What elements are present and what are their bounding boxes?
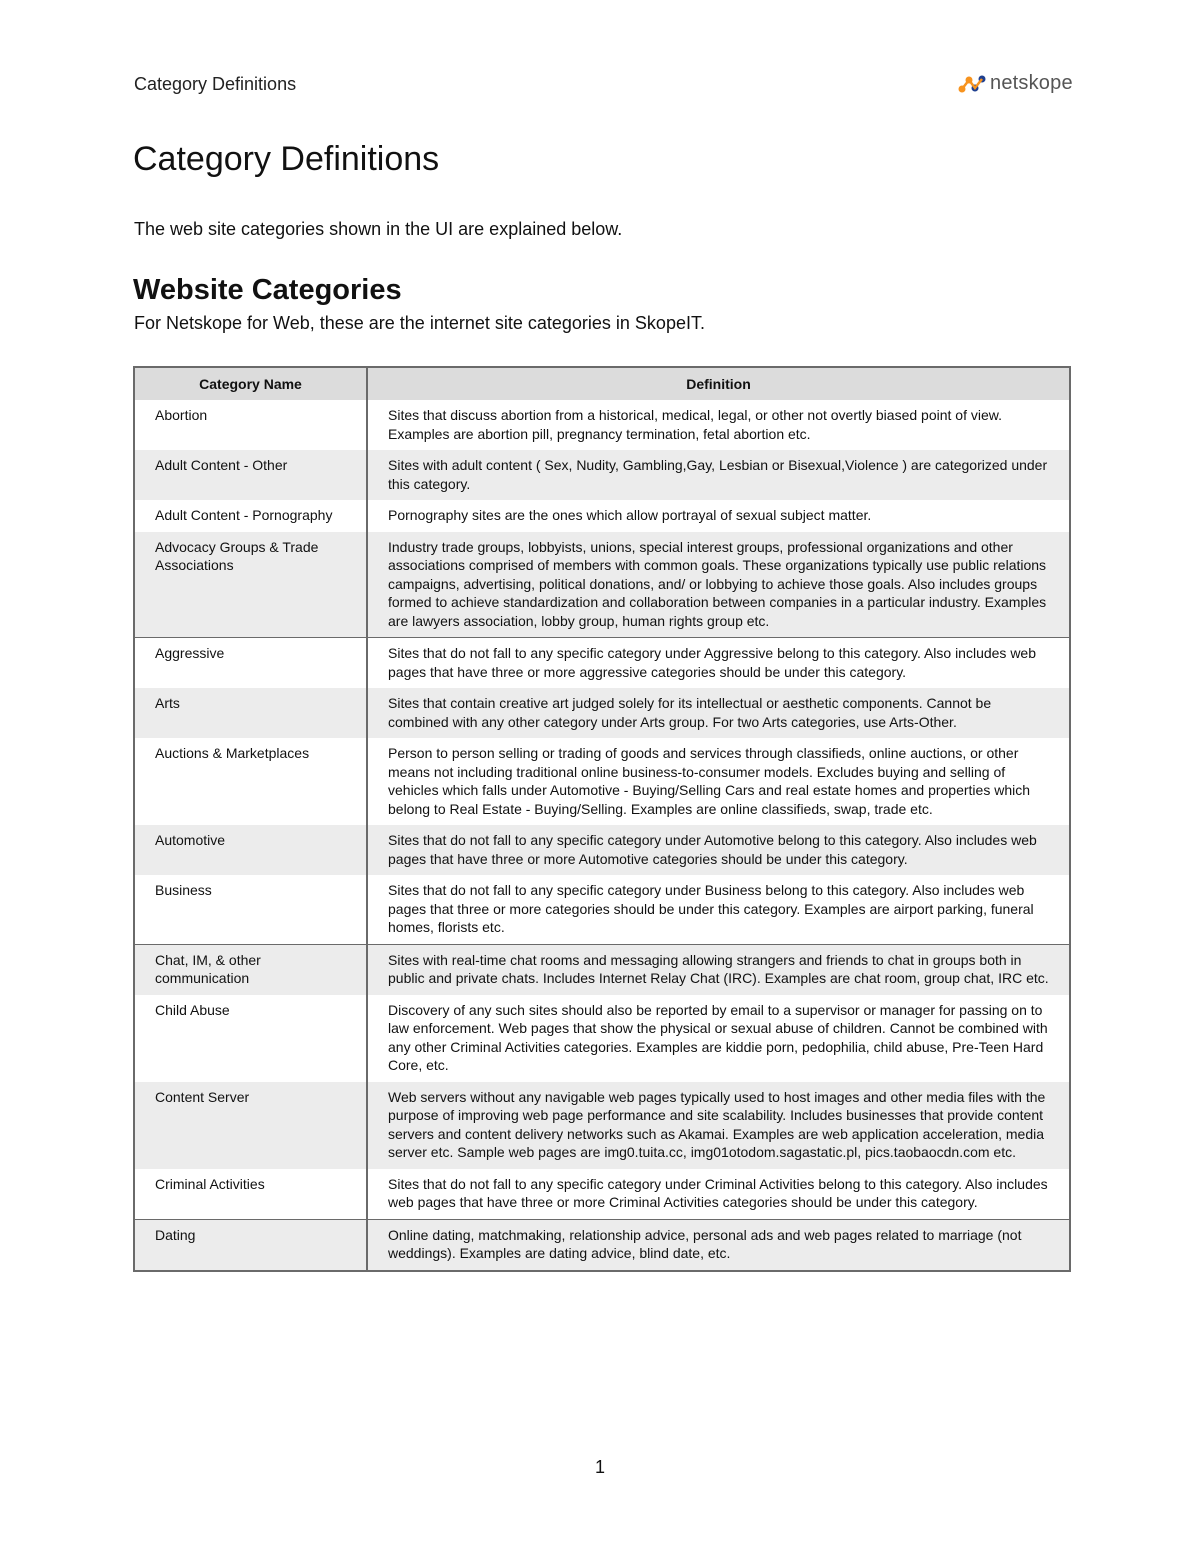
table-row [134,995,1070,1082]
category-table [133,366,1071,1272]
category-name: Abortion [134,400,367,450]
section-subtitle: For Netskope for Web, these are the internet site categories in SkopeIT. [134,313,705,333]
logo-wordmark: netskope [990,72,1073,94]
netskope-logo [958,72,1073,95]
table-row [134,500,1070,532]
table-row [134,875,1070,944]
table-row [134,825,1070,875]
category-definition: Person to person selling or trading of goods and services through classifieds, online auctions, or other means not including traditional online business-to-consumer models. Excludes buying and selling of vehicles which falls under Automotive - Buying/Selling Cars and real estate homes and properties which belong to Real Estate - Buying/Selling. Examples are online classifieds, swap, trade etc. [367,738,1070,825]
category-name: Content Server [134,1082,367,1169]
table-row [134,450,1070,500]
category-definition: Sites that discuss abortion from a historical, medical, legal, or other not overtly biased point of view. Examples are abortion pill, pregnancy termination, fetal abortion etc. [367,400,1070,450]
column-header-category-name: Category Name [134,367,367,400]
section-title: Website Categories [133,274,402,306]
table-row [134,400,1070,450]
category-definition: Sites with real-time chat rooms and messaging allowing strangers and friends to chat in groups both in public and private chats. Includes Internet Relay Chat (IRC). Examples are chat room, group chat, IRC etc. [367,944,1070,995]
category-name: Criminal Activities [134,1169,367,1220]
category-table-container [133,366,1069,1272]
category-definition: Web servers without any navigable web pages typically used to host images and other media files with the purpose of improving web page performance and site scalability. Includes businesses that provide content servers and content delivery networks such as Akamai. Examples are web application acceleration, media server etc. Sample web pages are img0.tuita.cc, img01otodom.sagastatic.pl, pics.taobaocdn.com etc. [367,1082,1070,1169]
category-name: Business [134,875,367,944]
category-name: Arts [134,688,367,738]
category-name: Child Abuse [134,995,367,1082]
page-number: 1 [594,1457,605,1477]
category-name: Dating [134,1219,367,1271]
category-definition: Discovery of any such sites should also be reported by email to a supervisor or manager for passing on to law enforcement. Web pages that show the physical or sexual abuse of children. Cannot be combined with any other Criminal Activities categories. Examples are kiddie porn, pedophilia, child abuse, Pre-Teen Hard Core, etc. [367,995,1070,1082]
table-row [134,688,1070,738]
category-name: Auctions & Marketplaces [134,738,367,825]
category-definition: Online dating, matchmaking, relationship advice, personal ads and web pages related to marriage (not weddings). Examples are dating advice, blind date, etc. [367,1219,1070,1271]
category-name: Adult Content - Other [134,450,367,500]
table-row [134,1219,1070,1271]
table-row [134,1082,1070,1169]
category-definition: Industry trade groups, lobbyists, unions, special interest groups, professional organizations and other associations comprised of members with common goals. These organizations typically use public relations campaigns, advertising, political donations, and/ or lobbying to achieve those goals. Also includes groups formed to achieve standardization and collaboration between companies in a particular industry. Examples are lawyers association, lobby group, human rights group etc. [367,532,1070,638]
category-definition: Sites that do not fall to any specific category under Automotive belong to this category. Also includes web pages that have three or more Automotive categories should be under this category. [367,825,1070,875]
page-title: Category Definitions [133,140,440,178]
column-header-definition: Definition [367,367,1070,400]
category-definition: Sites that do not fall to any specific category under Criminal Activities belong to this category. Also includes web pages that have three or more Criminal Activities categories should be under this category. [367,1169,1070,1220]
table-header-row [134,367,1070,400]
netskope-mark-icon [958,74,986,94]
table-row [134,944,1070,995]
category-definition: Sites with adult content ( Sex, Nudity, Gambling,Gay, Lesbian or Bisexual,Violence ) are categorized under this category. [367,450,1070,500]
category-definition: Sites that contain creative art judged solely for its intellectual or aesthetic components. Cannot be combined with any other category under Arts group. For two Arts categories, use Arts-Other. [367,688,1070,738]
intro-text: The web site categories shown in the UI are explained below. [134,219,623,239]
category-definition: Sites that do not fall to any specific category under Business belong to this category. Also includes web pages that three or more categories should be under this category. Examples are airport parking, funeral homes, florists etc. [367,875,1070,944]
category-definition: Pornography sites are the ones which allow portrayal of sexual subject matter. [367,500,1070,532]
category-name: Advocacy Groups & Trade Associations [134,532,367,638]
table-row [134,738,1070,825]
category-definition: Sites that do not fall to any specific category under Aggressive belong to this category. Also includes web pages that have three or more aggressive categories should be under this category. [367,638,1070,689]
category-name: Chat, IM, & other communication [134,944,367,995]
running-header-title: Category Definitions [134,74,297,94]
table-row [134,532,1070,638]
table-row [134,1169,1070,1220]
category-name: Adult Content - Pornography [134,500,367,532]
category-name: Aggressive [134,638,367,689]
table-row [134,638,1070,689]
category-name: Automotive [134,825,367,875]
